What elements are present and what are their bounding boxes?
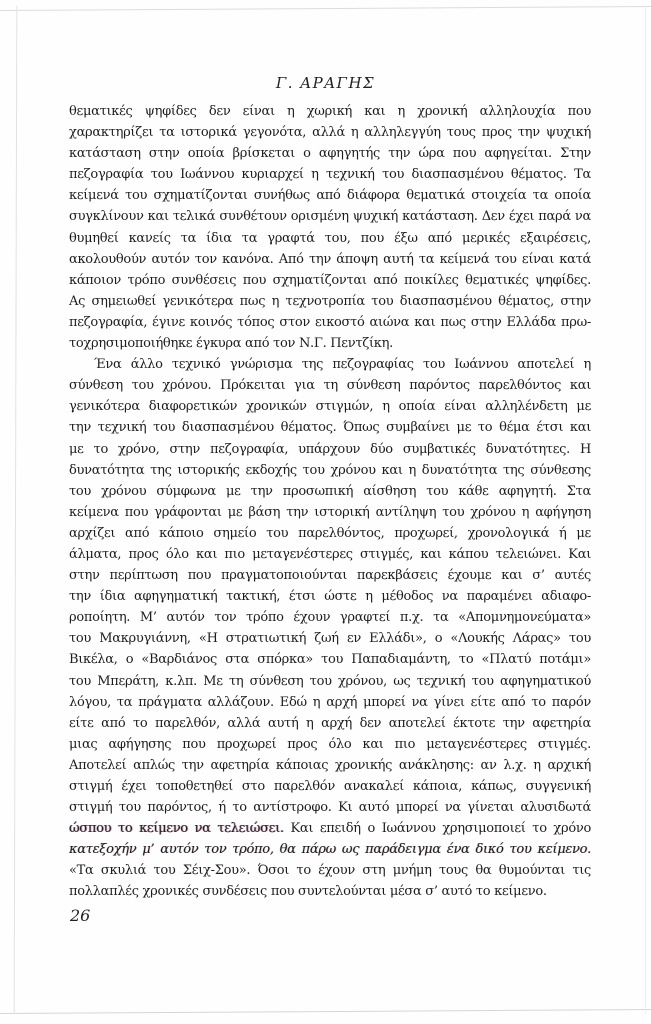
text-line: είτε από το παρελθόν, αλλά αυτή η αρχή δεν αποτελεί έκτοτε την αφετηρία — [69, 715, 591, 731]
text-line: «Τα σκυλιά του Σέιχ-Σου». Όσοι το έχουν στη μνήμη τους θα θυμούνται τις — [69, 863, 591, 879]
text-line: θεματικές ψηφίδες δεν είναι η χωρική και η χρονική αλληλουχία που — [69, 104, 591, 119]
page-number: 26 — [70, 906, 91, 925]
text-line: του Μακρυγιάννη, «Η στρατιωτική ζωή εν Ελλάδι», ο «Λουκής Λάρας» του — [69, 631, 591, 647]
text-line: αρχίζει από κάποιο σημείο του παρελθόντος, προχωρεί, χρονολογικά ή με — [69, 525, 591, 541]
text-line: χαρακτηρίζει τα ιστορικά γεγονότα, αλλά η αλληλεγγύη τους προς την ψυχική — [69, 125, 591, 141]
text-line: πολλαπλές χρονικές συνδέσεις που συντελούνται μέσα σ’ αυτό το κείμενο. — [69, 884, 547, 900]
text-line-color-fringed — [69, 818, 591, 839]
text-line: σύνθεση του χρόνου. Πρόκειται για τη σύνθεση παρόντος παρελθόντος και — [69, 378, 591, 394]
text-line: στην περίπτωση που πραγματοποιούνται παρεκβάσεις έχουμε και σ’ αυτές — [69, 568, 591, 584]
text-line: στιγμή έχει τοποθετηθεί στο παρελθόν ανακαλεί κάποια, κάπως, συγγενική — [69, 779, 591, 794]
text-line: την τεχνική του διασπασμένου θέματος. Όπως συμβαίνει με το θέμα έτσι και — [69, 420, 591, 436]
body-text — [69, 101, 591, 903]
text-line: συγκλίνουν και τελικά συνθέτουν ορισμένη ψυχική κατάσταση. Δεν έχει παρά να — [69, 209, 591, 225]
text-line: κείμενά του σχηματίζονται συνήθως από διάφορα θεματικά στοιχεία τα οποία — [69, 188, 591, 204]
fringed-phrase: ώσπου το κείμενο να τελειώσει. — [69, 821, 284, 837]
scan-edge-top — [0, 6, 651, 11]
scan-edge-left — [14, 6, 18, 1014]
text-line: στιγμή του παρόντος, ή το αντίστροφο. Κι αυτό μπορεί να γίνεται αλυσιδωτά — [69, 800, 591, 816]
text-line: ακολουθούν αυτόν τον κανόνα. Από την άποψη αυτή τα κείμενά του είναι κατά — [69, 251, 591, 267]
text-line: κείμενα που γράφονται με βάση την ιστορική αντίληψη του χρόνου η αφήγηση — [69, 504, 591, 520]
text-span: Και επειδή ο Ιωάννου χρησιμοποιεί το χρόνο — [283, 821, 591, 837]
text-line: την ίδια αφηγηματική τακτική, έτσι ώστε η μέθοδος να παραμένει αδιαφο- — [69, 589, 591, 605]
text-line: γενικότερα διαφορετικών χρονικών στιγμών, η οποία είναι αλληλένδετη με — [69, 399, 591, 415]
text-line: Βικέλα, ο «Βαρδιάνος στα σπόρκα» του Παπαδιαμάντη, το «Πλατύ ποτάμι» — [69, 652, 591, 668]
text-line: κάποιον τρόπο συνθέσεις που σχηματίζονται από ποικίλες θεματικές ψηφίδες. — [69, 272, 591, 288]
text-line: του χρόνου σύμφωνα με την προσωπική αίσθηση του κάθε αφηγητή. Στα — [69, 483, 591, 499]
text-line: ροποίητη. Μ’ αυτόν τον τρόπο έχουν γραφτεί π.χ. τα «Απομνημονεύματα» — [69, 610, 591, 626]
text-line: με το χρόνο, στην πεζογραφία, υπάρχουν δύο συμβατικές δυνατότητες. Η — [69, 441, 591, 457]
text-line: δυνατότητα της ιστορικής εκδοχής του χρόνου και η δυνατότητα της σύνθεσης — [69, 462, 591, 478]
text-line: Αποτελεί απλώς την αφετηρία κάποιας χρονικής ανάκλησης: αν λ.χ. η αρχική — [69, 757, 591, 773]
scan-edge-right — [645, 6, 646, 1014]
text-line: μιας αφήγησης που προχωρεί προς όλο και πιο μεταγενέστερες στιγμές. — [69, 736, 591, 752]
text-line: πεζογραφία, έγινε κοινός τόπος στον εικοστό αιώνα και πως στην Ελλάδα πρω- — [69, 314, 591, 330]
text-line: τοχρησιμοποιήθηκε έγκυρα από τον Ν.Γ. Πεντζίκη. — [69, 336, 393, 352]
text-line-italic: κατεξοχήν μ’ αυτόν τον τρόπο, θα πάρω ως παράδειγμα ένα δικό του κείμενο. — [69, 842, 591, 858]
text-line: πεζογραφία του Ιωάννου κυριαρχεί η τεχνική του διασπασμένου θέματος. Τα — [69, 167, 591, 183]
text-line: του Μπεράτη, κ.λπ. Με τη σύνθεση του χρόνου, ως τεχνική του αφηγηματικού — [69, 673, 591, 689]
text-line: Ένα άλλο τεχνικό γνώρισμα της πεζογραφίας του Ιωάννου αποτελεί η — [94, 357, 591, 373]
text-line: άλματα, προς όλο και πιο μεταγενέστερες στιγμές, και κάπου τελειώνει. Και — [69, 546, 591, 562]
running-header-author: Γ. ΑΡΑΓΗΣ — [275, 74, 376, 92]
text-line: λόγου, τα πράγματα αλλάζουν. Εδώ η αρχή μπορεί να γίνει είτε από το παρόν — [69, 694, 591, 710]
text-line: Ας σημειωθεί γενικότερα πως η τεχνοτροπία του διασπασμένου θέματος, στην — [69, 293, 591, 309]
scan-edge-bottom — [0, 1009, 651, 1014]
text-line: κατάσταση στην οποία βρίσκεται ο αφηγητής την ώρα που αφηγείται. Στην — [69, 146, 591, 162]
text-line: θυμηθεί κανείς τα ίδια τα γραφτά του, που έξω από μερικές εξαιρέσεις, — [69, 230, 591, 246]
